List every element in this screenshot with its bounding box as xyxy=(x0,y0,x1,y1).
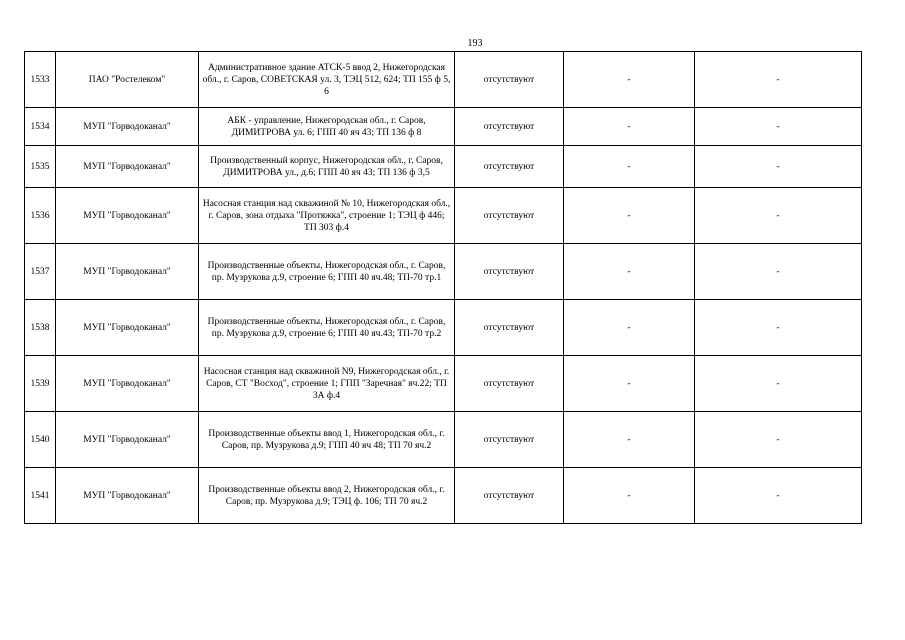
table-row xyxy=(25,146,862,188)
column-5-value: - xyxy=(564,412,695,468)
object-address: Производственные объекты ввод 1, Нижегородская обл., г. Саров, пр. Музрукова д.9; ГПП 40 яч 48; ТП 70 яч.2 xyxy=(199,412,455,468)
row-number: 1537 xyxy=(25,244,56,300)
column-6-value: - xyxy=(695,146,862,188)
object-address: Производственный корпус, Нижегородская обл., г. Саров, ДИМИТРОВА ул., д.6; ГПП 40 яч 43; ТП 136 ф 3,5 xyxy=(199,146,455,188)
status-value: отсутствуют xyxy=(455,52,564,108)
table-row xyxy=(25,244,862,300)
organization-name: МУП "Горводоканал" xyxy=(56,412,199,468)
page-number: 193 xyxy=(467,38,483,49)
object-address: АБК - управление, Нижегородская обл., г. Саров, ДИМИТРОВА ул. 6; ГПП 40 яч 43; ТП 136 ф 8 xyxy=(199,108,455,146)
object-address: Производственные объекты ввод 2, Нижегородская обл., г. Саров, пр. Музрукова д.9; ТЭЦ ф. 106; ТП 70 яч.2 xyxy=(199,468,455,524)
table-row xyxy=(25,52,862,108)
status-value: отсутствуют xyxy=(455,356,564,412)
status-value: отсутствуют xyxy=(455,412,564,468)
column-5-value: - xyxy=(564,52,695,108)
column-5-value: - xyxy=(564,300,695,356)
column-5-value: - xyxy=(564,468,695,524)
column-5-value: - xyxy=(564,108,695,146)
object-address: Насосная станция над скважиной N9, Нижегородская обл., г. Саров, СТ "Восход", строение 1; ГПП "Заречная" яч.22; ТП 3А ф.4 xyxy=(199,356,455,412)
status-value: отсутствуют xyxy=(455,468,564,524)
status-value: отсутствуют xyxy=(455,244,564,300)
table-row xyxy=(25,300,862,356)
table-row xyxy=(25,412,862,468)
table-row xyxy=(25,108,862,146)
row-number: 1536 xyxy=(25,188,56,244)
row-number: 1538 xyxy=(25,300,56,356)
status-value: отсутствуют xyxy=(455,108,564,146)
organization-name: ПАО "Ростелеком" xyxy=(56,52,199,108)
row-number: 1539 xyxy=(25,356,56,412)
row-number: 1540 xyxy=(25,412,56,468)
column-6-value: - xyxy=(695,52,862,108)
column-5-value: - xyxy=(564,146,695,188)
organization-name: МУП "Горводоканал" xyxy=(56,108,199,146)
column-5-value: - xyxy=(564,356,695,412)
column-6-value: - xyxy=(695,356,862,412)
column-6-value: - xyxy=(695,412,862,468)
organization-name: МУП "Горводоканал" xyxy=(56,146,199,188)
object-address: Административное здание АТСК-5 ввод 2, Нижегородская обл., г. Саров, СОВЕТСКАЯ ул. 3, ТЭЦ 512, 624; ТП 155 ф 5, 6 xyxy=(199,52,455,108)
organization-name: МУП "Горводоканал" xyxy=(56,468,199,524)
column-6-value: - xyxy=(695,300,862,356)
table-row xyxy=(25,468,862,524)
status-value: отсутствуют xyxy=(455,188,564,244)
organization-name: МУП "Горводоканал" xyxy=(56,300,199,356)
status-value: отсутствуют xyxy=(455,300,564,356)
organization-name: МУП "Горводоканал" xyxy=(56,188,199,244)
column-6-value: - xyxy=(695,108,862,146)
object-address: Производственные объекты, Нижегородская обл., г. Саров, пр. Музрукова д.9, строение 6; ГПП 40 яч.43; ТП-70 тр.2 xyxy=(199,300,455,356)
column-6-value: - xyxy=(695,468,862,524)
organization-name: МУП "Горводоканал" xyxy=(56,356,199,412)
column-5-value: - xyxy=(564,188,695,244)
registry-table xyxy=(24,51,862,524)
table-row xyxy=(25,356,862,412)
row-number: 1535 xyxy=(25,146,56,188)
object-address: Насосная станция над скважиной № 10, Нижегородская обл., г. Саров, зона отдыха "Протяжка", строение 1; ТЭЦ ф 446; ТП 303 ф.4 xyxy=(199,188,455,244)
object-address: Производственные объекты, Нижегородская обл., г. Саров, пр. Музрукова д.9, строение 6; ГПП 40 яч.48; ТП-70 тр.1 xyxy=(199,244,455,300)
row-number: 1541 xyxy=(25,468,56,524)
column-6-value: - xyxy=(695,188,862,244)
table-row xyxy=(25,188,862,244)
column-5-value: - xyxy=(564,244,695,300)
organization-name: МУП "Горводоканал" xyxy=(56,244,199,300)
row-number: 1534 xyxy=(25,108,56,146)
row-number: 1533 xyxy=(25,52,56,108)
column-6-value: - xyxy=(695,244,862,300)
status-value: отсутствуют xyxy=(455,146,564,188)
